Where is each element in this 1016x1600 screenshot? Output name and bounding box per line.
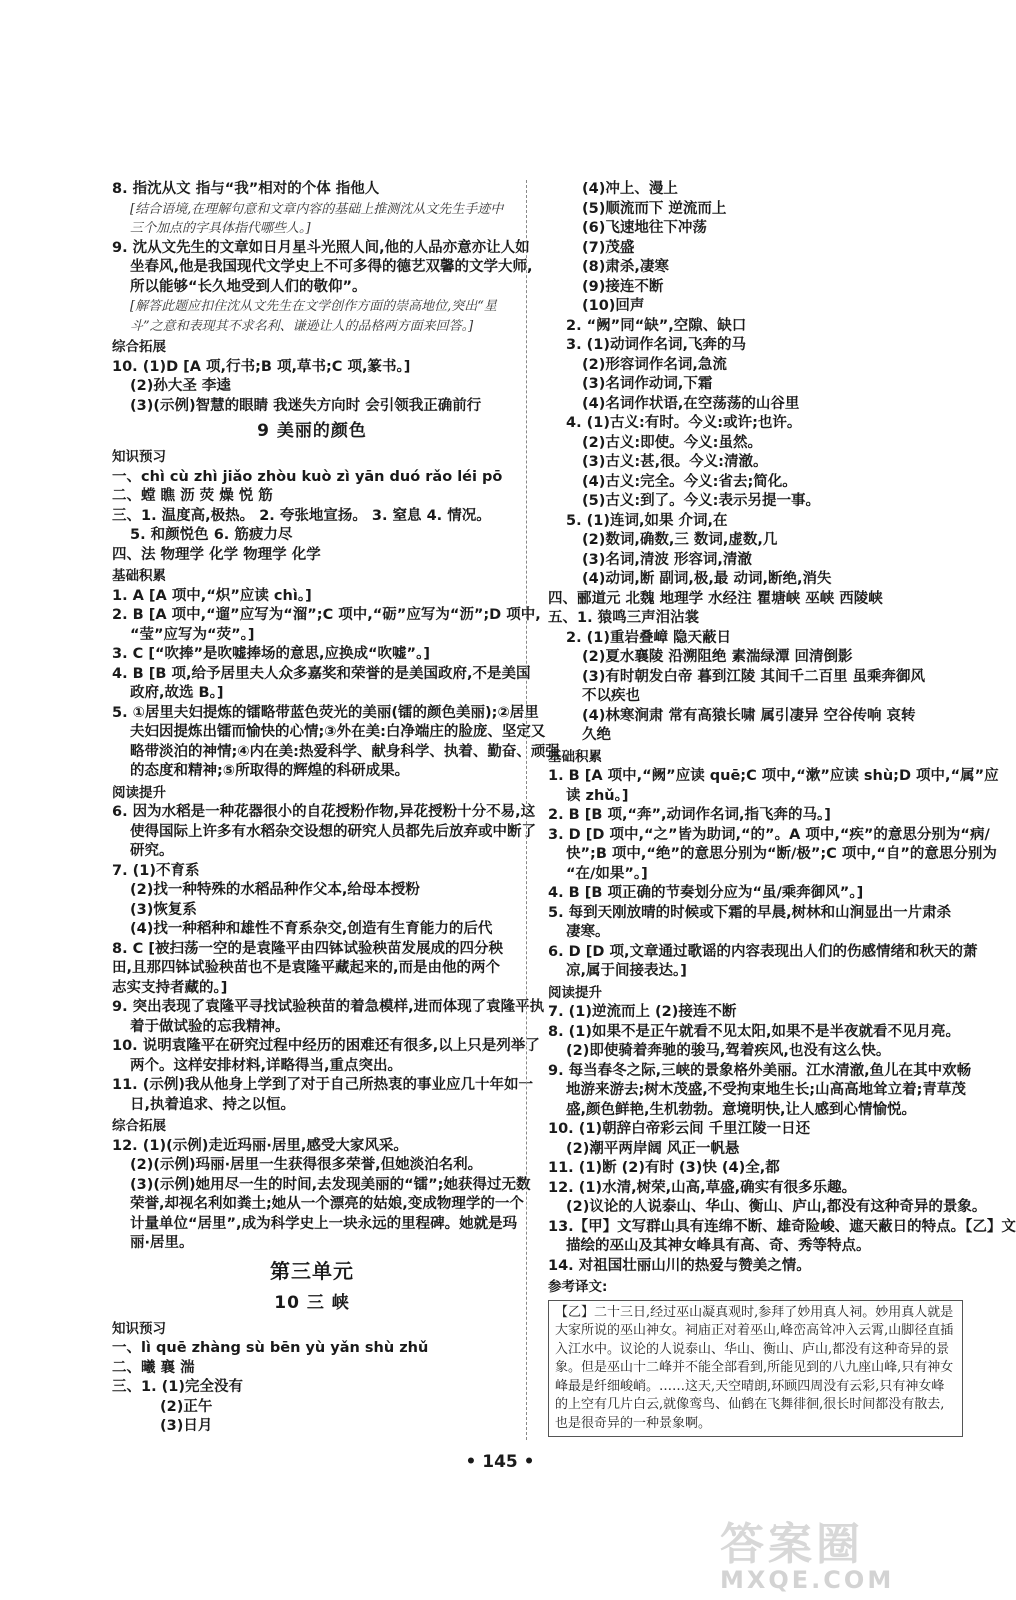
answer-line: 久绝 bbox=[582, 727, 611, 743]
answer-line: (4)古义:完全。今义:省去;简化。 bbox=[582, 473, 797, 490]
answer-line: (3)名词,清波 形容词,清澈 bbox=[582, 551, 752, 568]
section-heading: 阅读提升 bbox=[548, 984, 602, 1001]
section-heading: 参考译文: bbox=[548, 1279, 608, 1295]
right-column bbox=[548, 180, 1016, 1437]
section-heading: 知识预习 bbox=[112, 1320, 166, 1337]
answer-line: 计量单位“居里”,成为科学史上一块永远的里程碑。她就是玛 bbox=[130, 1215, 518, 1232]
translation-box: 【乙】二十三日,经过巫山凝真观时,参拜了妙用真人祠。妙用真人就是大家所说的巫山神女。祠庙正对着巫山,峰峦高耸冲入云霄,山脚径直插入江水中。议论的人说泰山、华山、衡山、庐山,都没有这种奇异的景象。但是巫山十二峰并不能全部看到,所能见到的八九座山峰,只有神女峰最是纤细峻峭。……这天,天空晴朗,环顾四周没有云彩,只有神女峰的上空有几片白云,就像鸾鸟、仙鹤在飞舞徘徊,很长时间都没有散去,也是很奇异的一种景象啊。 bbox=[548, 1300, 963, 1438]
answer-line: 2. (1)重岩叠嶂 隐天蔽日 bbox=[566, 629, 732, 646]
answer-line: (2)夏水襄陵 沿溯阻绝 素湍绿潭 回清倒影 bbox=[582, 649, 853, 665]
answer-line: 一、chì cù zhì jiǎo zhòu kuò zì yān duó rǎo léi pō bbox=[112, 468, 503, 485]
answer-line: 一、lì quē zhàng sù bēn yù yǎn shù zhǔ bbox=[112, 1340, 429, 1356]
answer-line: (3)有时朝发白帝 暮到江陵 其间千二百里 虽乘奔御风 bbox=[582, 668, 925, 685]
answer-line: (4)林寒涧肃 常有高猿长啸 属引凄异 空谷传响 哀转 bbox=[582, 707, 916, 724]
answer-line: 夫妇因提炼出镭而愉快的心情;③外在美:白净端庄的脸庞、坚定又 bbox=[130, 724, 546, 740]
answer-line: 丽·居里。 bbox=[130, 1235, 194, 1251]
answer-line: 5. ①居里夫妇提炼的镭略带蓝色荧光的美丽(镭的颜色美丽);②居里 bbox=[112, 704, 539, 721]
answer-line: (4)动词,断 副词,极,最 动词,断绝,消失 bbox=[582, 571, 832, 587]
answer-line: 凉,属于间接表达。] bbox=[566, 963, 687, 979]
answer-line: 10. (1)D [A 项,行书;B 项,草书;C 项,篆书。] bbox=[112, 358, 411, 375]
answer-note: [结合语境,在理解句意和文章内容的基础上推测沈从文先生手迹中三个加点的字具体指代哪些人。] bbox=[130, 201, 504, 236]
answer-line: 日,执着追求、持之以恒。 bbox=[130, 1096, 296, 1113]
answer-line: 盛,颜色鲜艳,生机勃勃。意境明快,让人感到心情愉悦。 bbox=[566, 1101, 917, 1118]
answer-line: (3)古义:甚,很。今义:清澈。 bbox=[582, 454, 768, 470]
answer-line: (5)顺流而下 逆流而上 bbox=[582, 200, 727, 217]
answer-line: 四、郦道元 北魏 地理学 水经注 瞿塘峡 巫峡 西陵峡 bbox=[548, 590, 883, 607]
answer-note: [解答此题应扣住沈从文先生在文学创作方面的崇高地位,突出“星斗”之意和表现其不求名利、谦逊让人的品格两方面来回答。] bbox=[130, 299, 497, 334]
answer-line: 凄寒。 bbox=[566, 924, 610, 940]
answer-line: (2)古义:即使。今义:虽然。 bbox=[582, 434, 762, 451]
answer-line: 10. 说明袁隆平在研究过程中经历的困难还有很多,以上只是列举了 bbox=[112, 1038, 540, 1054]
answer-line: (2)形容词作名词,急流 bbox=[582, 356, 727, 373]
answer-line: (9)接连不断 bbox=[582, 278, 664, 295]
answer-line: 4. B [B 项,给予居里夫人众多嘉奖和荣誉的是美国政府,不是美国 bbox=[112, 665, 531, 682]
left-column bbox=[112, 180, 560, 1437]
answer-line: 10. (1)朝辞白帝彩云间 千里江陵一日还 bbox=[548, 1121, 811, 1137]
answer-line: 5. 和颜悦色 6. 筋疲力尽 bbox=[130, 527, 293, 543]
answer-line: 使得国际上许多有水稻杂交设想的研究人员都先后放弃或中断了 bbox=[130, 823, 536, 840]
page-number: • 145 • bbox=[465, 1452, 535, 1472]
answer-line: “在/如果”。] bbox=[566, 865, 648, 882]
answer-line: 2. “阙”同“缺”,空隙、缺口 bbox=[566, 317, 747, 334]
section-heading: 基础积累 bbox=[548, 748, 602, 765]
answer-line: 6. 因为水稻是一种花器很小的自花授粉作物,异花授粉十分不易,这 bbox=[112, 804, 536, 820]
answer-line: (8)肃杀,凄寒 bbox=[582, 259, 669, 275]
answer-line: 7. (1)不育系 bbox=[112, 862, 200, 879]
answer-line: 不以疾也 bbox=[582, 688, 640, 704]
answer-line: 6. D [D 项,文章通过歌谣的内容表现出人们的伤感情绪和秋天的萧 bbox=[548, 943, 978, 960]
answer-line: 8. (1)如果不是正午就看不见太阳,如果不是半夜就看不见月亮。 bbox=[548, 1023, 960, 1040]
section-heading: 综合拓展 bbox=[112, 339, 166, 355]
answer-line: 13.【甲】文写群山具有连绵不断、雄奇险峻、遮天蔽日的特点。【乙】文 bbox=[548, 1218, 1016, 1235]
answer-line: 地游来游去;树木茂盛,不受拘束地生长;山高高地耸立着;青草茂 bbox=[566, 1082, 966, 1098]
answer-line: 2. B [B 项,“奔”,动词作名词,指飞奔的马。] bbox=[548, 807, 831, 823]
answer-line: 的态度和精神;⑤所取得的辉煌的科研成果。 bbox=[130, 763, 410, 779]
answer-line: (5)古义:到了。今义:表示另提一事。 bbox=[582, 493, 820, 509]
answer-line: 三、1. 温度高,极热。 2. 夸张地宣扬。 3. 窒息 4. 情况。 bbox=[112, 507, 491, 524]
answer-line: 所以能够“长久地受到人们的敬仰”。 bbox=[130, 278, 367, 295]
answer-line: 5. 每到天刚放晴的时候或下霜的早晨,树林和山涧显出一片肃杀 bbox=[548, 904, 952, 921]
answer-line: 二、螳 瞧 沥 荧 燥 悦 筋 bbox=[112, 488, 273, 504]
answer-line: 五、1. 猿鸣三声泪沾裳 bbox=[548, 610, 700, 626]
answer-line: 二、曦 襄 湍 bbox=[112, 1359, 195, 1376]
answer-line: (2)数词,确数,三 数词,虚数,几 bbox=[582, 532, 778, 548]
answer-line: 11. (示例)我从他身上学到了对于自己所热衷的事业应几十年如一 bbox=[112, 1077, 533, 1093]
section-heading: 基础积累 bbox=[112, 568, 166, 584]
answer-line: 12. (1)(示例)走近玛丽·居里,感受大家风采。 bbox=[112, 1137, 408, 1154]
answer-line: (4)冲上、漫上 bbox=[582, 181, 678, 197]
answer-line: 读 zhǔ。] bbox=[566, 787, 629, 804]
answer-line: 政府,故选 B。] bbox=[130, 685, 224, 701]
answer-line: 描绘的巫山及其神女峰具有高、奇、秀等特点。 bbox=[566, 1238, 871, 1254]
answer-line: (2)正午 bbox=[160, 1398, 213, 1415]
answer-line: 8. 指沈从文 指与“我”相对的个体 指他人 bbox=[112, 181, 380, 197]
answer-line: 3. D [D 项中,“之”皆为助词,“的”。A 项中,“疾”的意思分别为“病/ bbox=[548, 826, 990, 843]
watermark-url: MXQE.COM bbox=[720, 1566, 895, 1594]
answer-line: 7. (1)逆流而上 (2)接连不断 bbox=[548, 1004, 737, 1020]
answer-line: (2)孙大圣 李逵 bbox=[130, 378, 231, 394]
answer-line: 3. (1)动词作名词,飞奔的马 bbox=[566, 337, 746, 353]
answer-line: (3)(示例)智慧的眼睛 我迷失方向时 会引领我正确前行 bbox=[130, 397, 482, 414]
answer-line: 14. 对祖国壮丽山川的热爱与赞美之情。 bbox=[548, 1257, 811, 1274]
answer-line: 9. 每当春冬之际,三峡的景象格外美丽。江水清澈,鱼儿在其中欢畅 bbox=[548, 1062, 972, 1079]
answer-line: 2. B [A 项中,“遛”应写为“溜”;C 项中,“砺”应写为“沥”;D 项中, bbox=[112, 607, 541, 623]
answer-line: 快”;B 项中,“绝”的意思分别为“断/极”;C 项中,“自”的意思分别为 bbox=[566, 846, 997, 862]
answer-line: (3)日月 bbox=[160, 1418, 213, 1434]
answer-line: 11. (1)断 (2)有时 (3)快 (4)全,都 bbox=[548, 1160, 780, 1176]
answer-line: 5. (1)连词,如果 介词,在 bbox=[566, 512, 728, 529]
answer-line: (2)议论的人说泰山、华山、衡山、庐山,都没有这种奇异的景象。 bbox=[566, 1199, 987, 1215]
answer-line: 研究。 bbox=[130, 843, 174, 859]
answer-line: 1. B [A 项中,“阙”应读 quē;C 项中,“漱”应读 shù;D 项中,“属”应 bbox=[548, 768, 999, 784]
answer-line: 两个。这样安排材料,详略得当,重点突出。 bbox=[130, 1057, 403, 1074]
answer-line: (3)恢复系 bbox=[130, 901, 197, 918]
answer-line: (3)(示例)她用尽一生的时间,去发现美丽的“镭”;她获得过无数 bbox=[130, 1176, 531, 1193]
section-heading: 知识预习 bbox=[112, 449, 166, 465]
answer-line: (2)潮平两岸阔 风正一帆悬 bbox=[566, 1140, 740, 1157]
answer-line: 8. C [被扫荡一空的是袁隆平由四钵试验秧苗发展成的四分秧田,且那四钵试验秧苗也不是袁隆平藏起来的,而是由他的两个志实支持者藏的。] bbox=[112, 940, 503, 996]
answer-line: 9. 沈从文先生的文章如日月星斗光照人间,他的人品亦意亦让人如 bbox=[112, 239, 530, 256]
answer-line: (4)名词作状语,在空荡荡的山谷里 bbox=[582, 395, 800, 412]
answer-line: 三、1. (1)完全没有 bbox=[112, 1379, 243, 1395]
watermark-text: 答案圈 bbox=[720, 1519, 864, 1570]
answer-line: (4)找一种稻种和雄性不育系杂交,创造有生育能力的后代 bbox=[130, 921, 493, 937]
section-heading: 阅读提升 bbox=[112, 784, 166, 801]
answer-line: 1. A [A 项中,“炽”应读 chì。] bbox=[112, 587, 312, 604]
answer-line: (7)茂盛 bbox=[582, 239, 635, 256]
answer-line: (2)即使骑着奔驰的骏马,驾着疾风,也没有这么快。 bbox=[566, 1043, 891, 1059]
answer-line: 4. (1)古义:有时。今义:或许;也许。 bbox=[566, 415, 802, 431]
answer-line: 略带淡泊的神情;④内在美:热爱科学、献身科学、执着、勤奋、顽强 bbox=[130, 743, 560, 760]
answer-line: (2)找一种特殊的水稻品种作父本,给母本授粉 bbox=[130, 882, 420, 898]
lesson-title: 9 美丽的颜色 bbox=[257, 421, 367, 441]
answer-line: “莹”应写为“荧”。] bbox=[130, 626, 255, 643]
unit-title: 第三单元 bbox=[270, 1258, 354, 1283]
answer-line: 坐春风,他是我国现代文学史上不可多得的德艺双馨的文学大师, bbox=[130, 259, 533, 275]
answer-line: 着于做试验的忘我精神。 bbox=[130, 1018, 290, 1035]
answer-line: 荣誉,却视名利如粪土;她从一个漂亮的姑娘,变成物理学的一个 bbox=[130, 1196, 524, 1212]
answer-line: 3. C [“吹捧”是吹嘘捧场的意思,应换成“吹嘘”。] bbox=[112, 646, 430, 662]
lesson-title: 10 三 峡 bbox=[274, 1292, 350, 1313]
answer-line: (10)回声 bbox=[582, 298, 645, 314]
answer-line: 四、法 物理学 化学 物理学 化学 bbox=[112, 546, 321, 563]
answer-line: 12. (1)水清,树荣,山高,草盛,确实有很多乐趣。 bbox=[548, 1179, 857, 1196]
answer-line: (3)名词作动词,下霜 bbox=[582, 376, 713, 392]
watermark-logo bbox=[720, 1508, 970, 1594]
answer-line: (2)(示例)玛丽·居里一生获得很多荣誉,但她淡泊名利。 bbox=[130, 1157, 483, 1173]
answer-line: 9. 突出表现了袁隆平寻找试验秧苗的着急模样,进而体现了袁隆平执 bbox=[112, 999, 545, 1015]
answer-line: (6)飞速地往下冲荡 bbox=[582, 220, 707, 236]
column-divider bbox=[526, 180, 527, 1440]
answer-line: 4. B [B 项正确的节奏划分应为“虽/乘奔御风”。] bbox=[548, 885, 864, 901]
section-heading: 综合拓展 bbox=[112, 1118, 166, 1134]
